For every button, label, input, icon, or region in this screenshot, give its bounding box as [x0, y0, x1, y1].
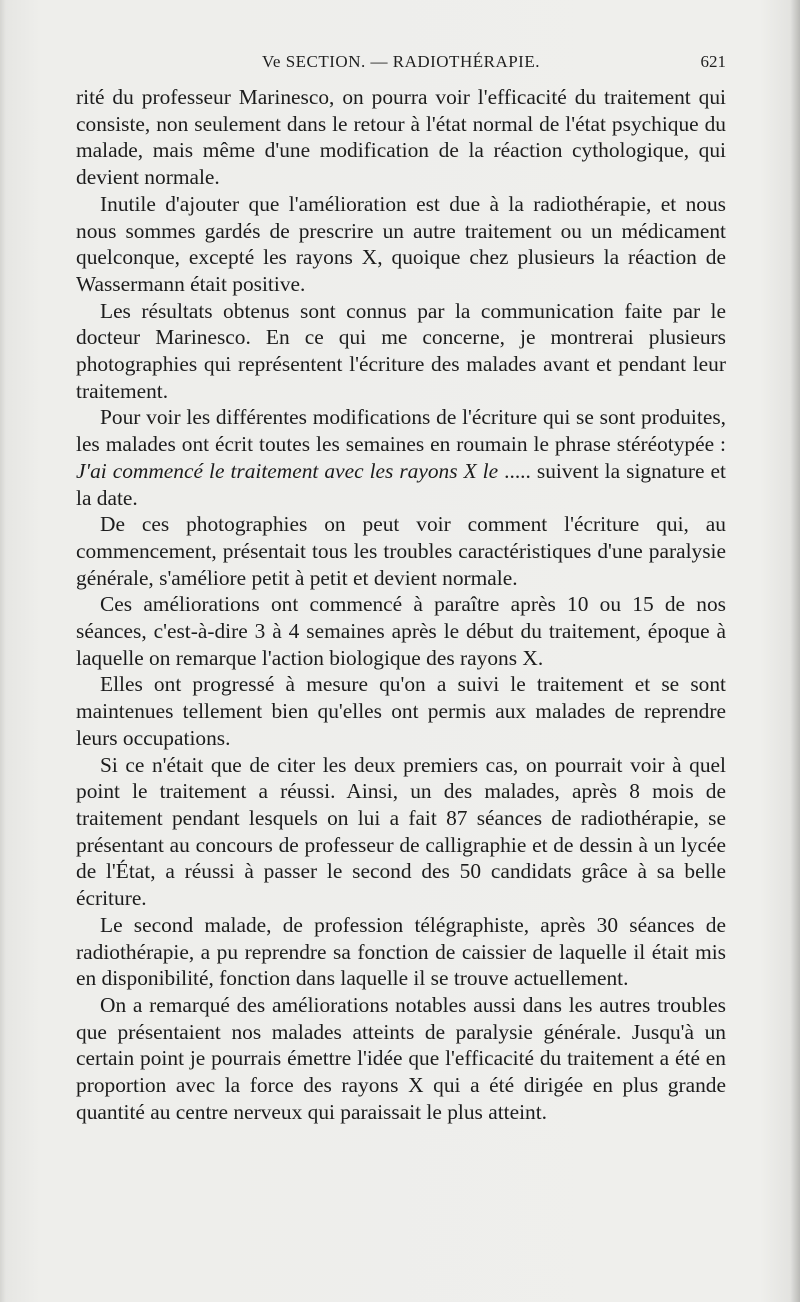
paragraph-5: De ces photographies on peut voir comment l'écriture qui, au commencement, présentait tous les troubles caractéristiques d'une paralysie générale, s'améliore petit à petit et devient normale. [76, 512, 726, 590]
section-title: Ve SECTION. — RADIOTHÉRAPIE. [262, 52, 540, 71]
paragraph-6: Ces améliorations ont commencé à paraître après 10 ou 15 de nos séances, c'est-à-dire 3 à 4 semaines après le début du traitement, époque à laquelle on remarque l'action biologique des rayons X. [76, 592, 726, 670]
paragraph-2: Inutile d'ajouter que l'amélioration est due à la radiothérapie, et nous nous sommes gardés de prescrire un autre traitement ou un médicament quelconque, excepté les rayons X, quoique chez plusieurs la réaction de Wassermann était positive. [76, 191, 726, 296]
paragraph-1: rité du professeur Marinesco, on pourra voir l'efficacité du traitement qui consiste, non seulement dans le retour à l'état normal de l'état psychique du malade, mais même d'une modification de la réaction cythologique, qui devient normale. [76, 85, 726, 190]
paragraph-10: On a remarqué des améliorations notables aussi dans les autres troubles que présentaient nos malades atteints de paralysie générale. Jusqu'à un certain point je pourrais émettre l'idée que l'efficacité du traitement a été en proportion avec la force des rayons X qui a été dirigée en plus grande quantité au centre nerveux qui paraissait le plus atteint. [76, 992, 726, 1124]
paragraph-9: Le second malade, de profession télégraphiste, après 30 séances de radiothérapie, a pu reprendre sa fonction de caissier de laquelle il était mis en disponibilité, fonction dans laquelle il se trouve actuellement. [76, 912, 726, 991]
paragraph-4 [76, 404, 726, 511]
page-number: 621 [700, 52, 726, 71]
paragraph-3: Les résultats obtenus sont connus par la communication faite par le docteur Marinesco. En ce qui me concerne, je montrerai plusieurs photographies qui représentent l'écriture des malades avant et pendant leur traitement. [76, 298, 726, 403]
running-header [76, 48, 726, 76]
stereotyped-phrase: J'ai commencé le traitement avec les rayons X le [76, 458, 499, 483]
paragraph-7: Elles ont progressé à mesure qu'on a suivi le traitement et se sont maintenues tellement bien qu'elles ont permis aux malades de reprendre leurs occupations. [76, 672, 726, 750]
body-text [76, 84, 726, 1125]
paragraph-4-end: ..... suivent la signature et la date. [76, 458, 726, 510]
paragraph-8: Si ce n'était que de citer les deux premiers cas, on pourrait voir à quel point le traitement a réussi. Ainsi, un des malades, après 8 mois de traitement pendant lesquels on lui a fait 87 séances de radiothérapie, se présentant au concours de professeur de calligraphie et de dessin à un lycée de l'État, a réussi à passer le second des 50 candidats grâce à sa belle écriture. [76, 752, 726, 911]
paragraph-4-start: Pour voir les différentes modifications de l'écriture qui se sont produites, les malades ont écrit toutes les semaines en roumain le phrase stéréotypée : [76, 405, 726, 457]
